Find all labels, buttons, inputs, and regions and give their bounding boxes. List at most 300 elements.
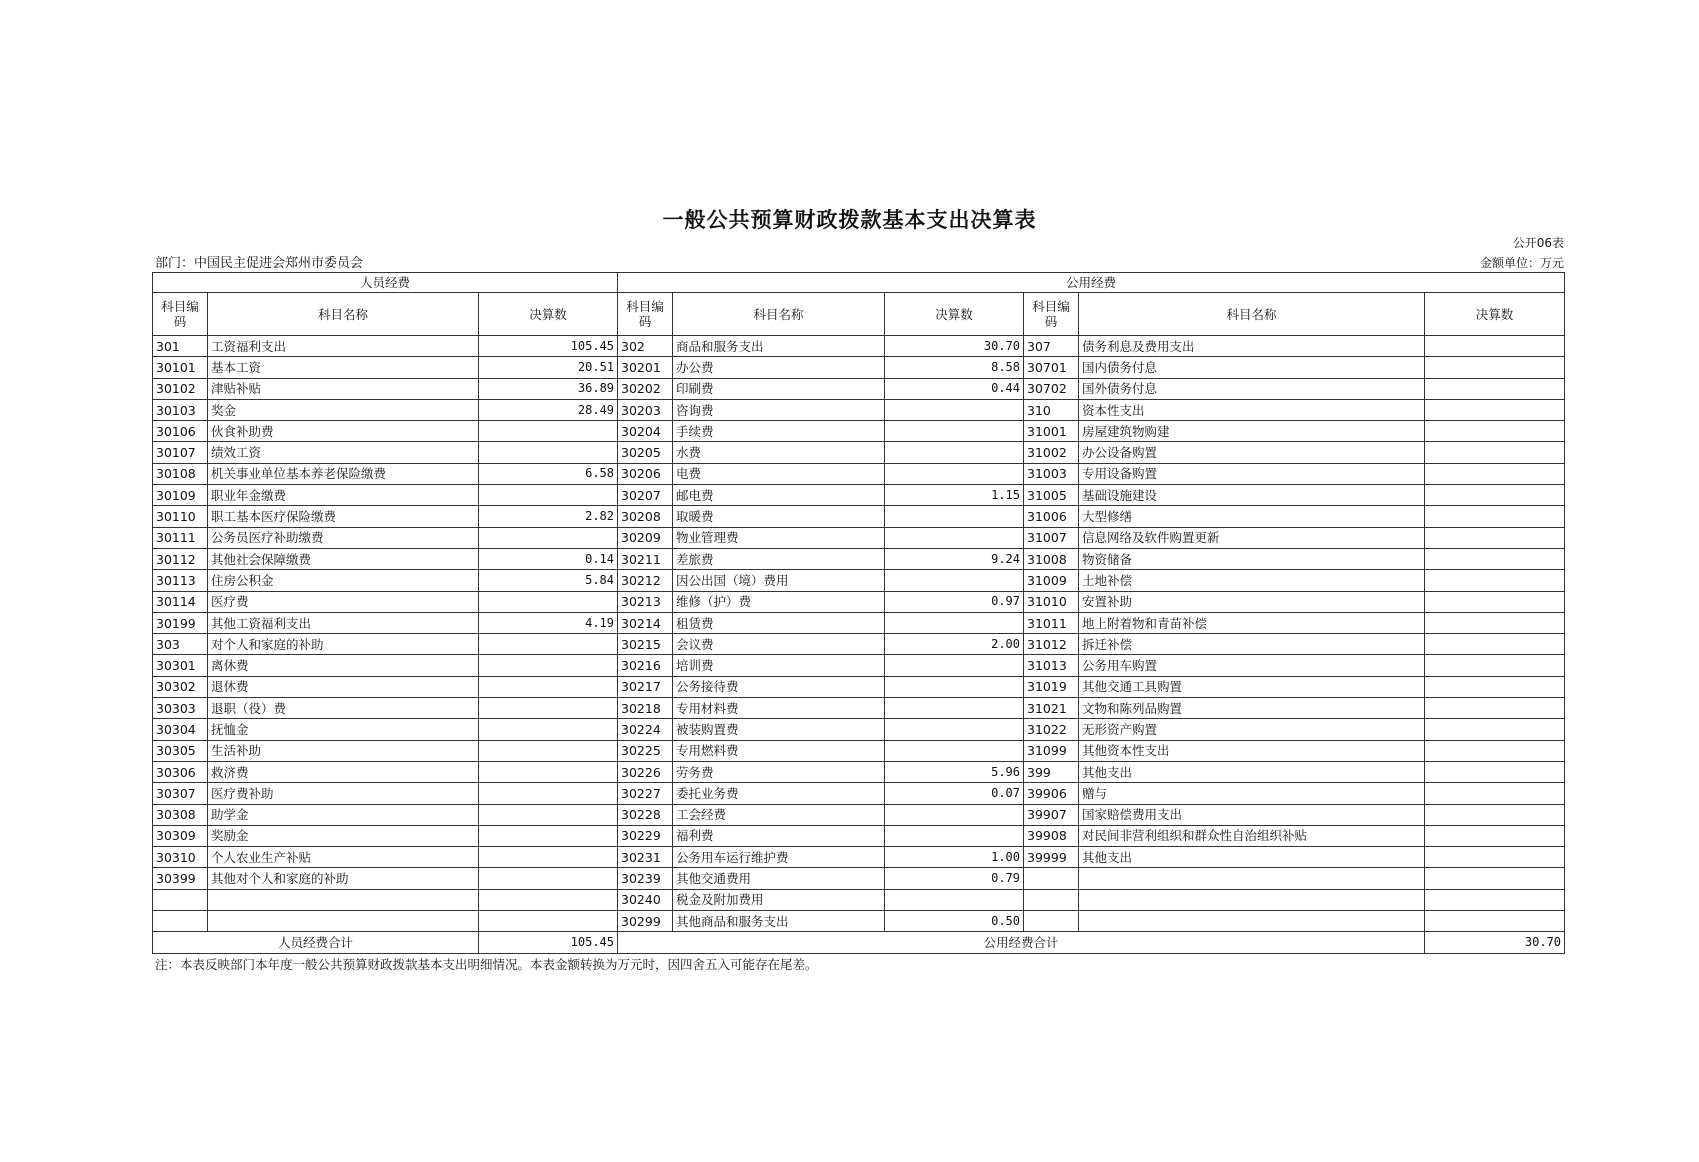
header-name: 科目名称 <box>208 293 479 336</box>
item-name: 差旅费 <box>673 548 885 569</box>
item-name: 公务接待费 <box>673 676 885 697</box>
table-row <box>153 378 1565 399</box>
item-code: 30111 <box>153 527 208 548</box>
item-code: 30310 <box>153 847 208 868</box>
item-amount: 4.19 <box>479 612 618 633</box>
item-name: 信息网络及软件购置更新 <box>1079 527 1425 548</box>
item-name: 抚恤金 <box>208 719 479 740</box>
item-amount <box>1425 591 1565 612</box>
item-amount: 5.96 <box>885 761 1024 782</box>
item-code <box>153 889 208 910</box>
item-code: 30217 <box>618 676 673 697</box>
item-amount: 9.24 <box>885 548 1024 569</box>
item-code: 30208 <box>618 506 673 527</box>
item-amount <box>1425 740 1565 761</box>
item-code: 30110 <box>153 506 208 527</box>
item-amount <box>1425 911 1565 932</box>
item-code: 30102 <box>153 378 208 399</box>
table-row <box>153 783 1565 804</box>
item-code: 30216 <box>618 655 673 676</box>
item-code: 30308 <box>153 804 208 825</box>
item-amount: 2.00 <box>885 634 1024 655</box>
item-name: 维修（护）费 <box>673 591 885 612</box>
item-amount: 1.15 <box>885 485 1024 506</box>
item-code: 39908 <box>1024 825 1079 846</box>
item-amount <box>1425 357 1565 378</box>
item-name: 委托业务费 <box>673 783 885 804</box>
item-amount <box>479 421 618 442</box>
item-name: 赠与 <box>1079 783 1425 804</box>
personnel-total-label: 人员经费合计 <box>153 932 479 953</box>
item-code: 30201 <box>618 357 673 378</box>
item-amount <box>1425 399 1565 420</box>
item-name: 安置补助 <box>1079 591 1425 612</box>
item-name: 其他对个人和家庭的补助 <box>208 868 479 889</box>
item-code: 30203 <box>618 399 673 420</box>
item-code: 30305 <box>153 740 208 761</box>
item-name: 电费 <box>673 463 885 484</box>
item-amount <box>1425 719 1565 740</box>
item-amount <box>479 527 618 548</box>
item-code <box>153 911 208 932</box>
item-code: 31099 <box>1024 740 1079 761</box>
item-code: 30108 <box>153 463 208 484</box>
item-amount <box>479 655 618 676</box>
item-amount <box>1425 634 1565 655</box>
item-name: 公务用车购置 <box>1079 655 1425 676</box>
item-name: 住房公积金 <box>208 570 479 591</box>
item-amount <box>479 698 618 719</box>
item-amount: 6.58 <box>479 463 618 484</box>
header-amount: 决算数 <box>1425 293 1565 336</box>
section-public: 公用经费 <box>618 273 1565 293</box>
item-code: 30303 <box>153 698 208 719</box>
item-code: 30225 <box>618 740 673 761</box>
form-number: 公开06表 <box>1512 236 1564 250</box>
public-total-value: 30.70 <box>1425 932 1565 953</box>
table-row <box>153 399 1565 420</box>
column-header-row <box>153 293 1565 336</box>
item-name: 医疗费 <box>208 591 479 612</box>
item-name: 因公出国（境）费用 <box>673 570 885 591</box>
header-code: 科目编码 <box>618 293 673 336</box>
item-amount <box>885 655 1024 676</box>
item-amount: 28.49 <box>479 399 618 420</box>
table-row <box>153 485 1565 506</box>
item-name: 其他社会保障缴费 <box>208 548 479 569</box>
table-row <box>153 527 1565 548</box>
table-row <box>153 421 1565 442</box>
item-name: 资本性支出 <box>1079 399 1425 420</box>
item-name: 印刷费 <box>673 378 885 399</box>
item-amount <box>479 676 618 697</box>
item-amount <box>885 889 1024 910</box>
amount-unit-label: 金额单位：万元 <box>1479 256 1564 270</box>
item-code: 30103 <box>153 399 208 420</box>
item-code: 30101 <box>153 357 208 378</box>
item-name: 国家赔偿费用支出 <box>1079 804 1425 825</box>
table-row <box>153 719 1565 740</box>
item-amount <box>885 442 1024 463</box>
item-name: 其他商品和服务支出 <box>673 911 885 932</box>
item-code: 30226 <box>618 761 673 782</box>
item-code: 31008 <box>1024 548 1079 569</box>
item-code: 39907 <box>1024 804 1079 825</box>
expenditure-table <box>152 272 1565 954</box>
section-header-row <box>153 273 1565 293</box>
item-amount: 0.07 <box>885 783 1024 804</box>
item-amount <box>1425 612 1565 633</box>
table-row <box>153 357 1565 378</box>
item-name: 债务利息及费用支出 <box>1079 336 1425 357</box>
item-name <box>208 889 479 910</box>
table-row <box>153 442 1565 463</box>
item-code: 303 <box>153 634 208 655</box>
table-row <box>153 463 1565 484</box>
item-amount <box>479 761 618 782</box>
item-name <box>208 911 479 932</box>
item-code: 30399 <box>153 868 208 889</box>
item-amount <box>1425 847 1565 868</box>
table-row <box>153 655 1565 676</box>
item-amount <box>885 676 1024 697</box>
item-code: 30202 <box>618 378 673 399</box>
item-name: 培训费 <box>673 655 885 676</box>
item-name: 物业管理费 <box>673 527 885 548</box>
item-name: 手续费 <box>673 421 885 442</box>
item-amount <box>1425 804 1565 825</box>
item-name: 水费 <box>673 442 885 463</box>
item-name: 退休费 <box>208 676 479 697</box>
item-amount <box>479 783 618 804</box>
item-name: 伙食补助费 <box>208 421 479 442</box>
item-code: 31012 <box>1024 634 1079 655</box>
item-name: 土地补偿 <box>1079 570 1425 591</box>
item-amount: 0.44 <box>885 378 1024 399</box>
item-code: 31003 <box>1024 463 1079 484</box>
item-code <box>1024 911 1079 932</box>
item-code: 30301 <box>153 655 208 676</box>
item-amount <box>1425 783 1565 804</box>
item-name: 其他支出 <box>1079 761 1425 782</box>
item-name: 其他交通工具购置 <box>1079 676 1425 697</box>
item-code: 30106 <box>153 421 208 442</box>
item-name: 商品和服务支出 <box>673 336 885 357</box>
item-code: 30240 <box>618 889 673 910</box>
item-amount: 8.58 <box>885 357 1024 378</box>
item-amount: 0.97 <box>885 591 1024 612</box>
header-code: 科目编码 <box>1024 293 1079 336</box>
item-amount <box>479 847 618 868</box>
personnel-total-value: 105.45 <box>479 932 618 953</box>
item-amount: 1.00 <box>885 847 1024 868</box>
item-code: 30211 <box>618 548 673 569</box>
item-name: 物资储备 <box>1079 548 1425 569</box>
item-amount <box>1425 527 1565 548</box>
item-amount <box>479 868 618 889</box>
item-name: 被装购置费 <box>673 719 885 740</box>
item-name: 专用燃料费 <box>673 740 885 761</box>
header-name: 科目名称 <box>673 293 885 336</box>
item-amount <box>1425 868 1565 889</box>
item-name: 国外债务付息 <box>1079 378 1425 399</box>
item-amount <box>1425 889 1565 910</box>
item-amount <box>1425 548 1565 569</box>
item-name: 奖金 <box>208 399 479 420</box>
item-name: 专用设备购置 <box>1079 463 1425 484</box>
item-amount <box>1425 825 1565 846</box>
item-amount <box>1425 421 1565 442</box>
item-code: 30112 <box>153 548 208 569</box>
item-name: 基础设施建设 <box>1079 485 1425 506</box>
item-amount <box>1425 570 1565 591</box>
item-code: 30218 <box>618 698 673 719</box>
item-name: 无形资产购置 <box>1079 719 1425 740</box>
item-name: 奖励金 <box>208 825 479 846</box>
item-name: 生活补助 <box>208 740 479 761</box>
table-row <box>153 676 1565 697</box>
item-name: 助学金 <box>208 804 479 825</box>
item-name: 其他工资福利支出 <box>208 612 479 633</box>
item-amount <box>479 634 618 655</box>
item-amount: 105.45 <box>479 336 618 357</box>
item-code: 30206 <box>618 463 673 484</box>
item-code: 31007 <box>1024 527 1079 548</box>
item-amount <box>1425 506 1565 527</box>
item-name: 其他交通费用 <box>673 868 885 889</box>
item-name: 税金及附加费用 <box>673 889 885 910</box>
item-code: 31022 <box>1024 719 1079 740</box>
table-row <box>153 506 1565 527</box>
item-name: 机关事业单位基本养老保险缴费 <box>208 463 479 484</box>
header-name: 科目名称 <box>1079 293 1425 336</box>
item-code: 30204 <box>618 421 673 442</box>
item-code: 30224 <box>618 719 673 740</box>
item-name: 福利费 <box>673 825 885 846</box>
item-amount <box>885 804 1024 825</box>
item-name: 职工基本医疗保险缴费 <box>208 506 479 527</box>
item-code: 30109 <box>153 485 208 506</box>
item-amount <box>885 527 1024 548</box>
item-amount <box>885 719 1024 740</box>
item-code: 30299 <box>618 911 673 932</box>
item-name: 专用材料费 <box>673 698 885 719</box>
item-amount <box>1425 442 1565 463</box>
item-amount <box>885 506 1024 527</box>
item-amount <box>479 825 618 846</box>
item-code: 39906 <box>1024 783 1079 804</box>
table-row <box>153 761 1565 782</box>
item-name: 离休费 <box>208 655 479 676</box>
item-name <box>1079 911 1425 932</box>
item-amount: 2.82 <box>479 506 618 527</box>
item-amount <box>1425 655 1565 676</box>
item-code: 30702 <box>1024 378 1079 399</box>
item-code: 399 <box>1024 761 1079 782</box>
item-amount <box>479 911 618 932</box>
item-name: 取暖费 <box>673 506 885 527</box>
item-code: 31011 <box>1024 612 1079 633</box>
header-code: 科目编码 <box>153 293 208 336</box>
item-amount <box>479 442 618 463</box>
item-amount <box>1425 485 1565 506</box>
item-name: 劳务费 <box>673 761 885 782</box>
item-code: 31009 <box>1024 570 1079 591</box>
item-name: 工会经费 <box>673 804 885 825</box>
table-row <box>153 804 1565 825</box>
item-code: 30229 <box>618 825 673 846</box>
table-row <box>153 868 1565 889</box>
item-name: 拆迁补偿 <box>1079 634 1425 655</box>
table-row <box>153 570 1565 591</box>
item-amount <box>885 463 1024 484</box>
item-amount <box>1425 676 1565 697</box>
footnote: 注：本表反映部门本年度一般公共预算财政拨款基本支出明细情况。本表金额转换为万元时，因四舍五入可能存在尾差。 <box>155 957 818 972</box>
item-code: 310 <box>1024 399 1079 420</box>
item-code: 30209 <box>618 527 673 548</box>
item-amount: 0.79 <box>885 868 1024 889</box>
item-amount: 20.51 <box>479 357 618 378</box>
section-personnel: 人员经费 <box>153 273 618 293</box>
item-amount <box>479 804 618 825</box>
item-amount <box>1425 463 1565 484</box>
item-code: 31019 <box>1024 676 1079 697</box>
table-row <box>153 591 1565 612</box>
item-name: 地上附着物和青苗补偿 <box>1079 612 1425 633</box>
item-amount <box>479 719 618 740</box>
item-name: 绩效工资 <box>208 442 479 463</box>
item-code: 30107 <box>153 442 208 463</box>
item-code: 30199 <box>153 612 208 633</box>
table-row <box>153 698 1565 719</box>
item-amount <box>479 740 618 761</box>
item-code: 30212 <box>618 570 673 591</box>
item-code <box>1024 889 1079 910</box>
item-name: 房屋建筑物购建 <box>1079 421 1425 442</box>
item-name <box>1079 889 1425 910</box>
item-code: 31010 <box>1024 591 1079 612</box>
table-row <box>153 548 1565 569</box>
item-amount: 36.89 <box>479 378 618 399</box>
item-code: 30213 <box>618 591 673 612</box>
item-amount <box>885 698 1024 719</box>
item-name: 邮电费 <box>673 485 885 506</box>
item-amount <box>1425 761 1565 782</box>
item-name: 会议费 <box>673 634 885 655</box>
item-code: 30306 <box>153 761 208 782</box>
item-code: 30304 <box>153 719 208 740</box>
item-code: 30114 <box>153 591 208 612</box>
page-title: 一般公共预算财政拨款基本支出决算表 <box>662 208 1037 232</box>
item-name: 医疗费补助 <box>208 783 479 804</box>
item-amount: 0.14 <box>479 548 618 569</box>
table-row <box>153 612 1565 633</box>
item-code: 30205 <box>618 442 673 463</box>
item-name: 公务员医疗补助缴费 <box>208 527 479 548</box>
item-code: 30302 <box>153 676 208 697</box>
table-row <box>153 911 1565 932</box>
item-amount <box>479 485 618 506</box>
item-code: 30228 <box>618 804 673 825</box>
item-code: 30214 <box>618 612 673 633</box>
item-name: 退职（役）费 <box>208 698 479 719</box>
item-code: 30309 <box>153 825 208 846</box>
item-name: 其他支出 <box>1079 847 1425 868</box>
table-row <box>153 847 1565 868</box>
table-row <box>153 825 1565 846</box>
header-amount: 决算数 <box>885 293 1024 336</box>
item-name: 咨询费 <box>673 399 885 420</box>
item-name: 基本工资 <box>208 357 479 378</box>
item-code: 31013 <box>1024 655 1079 676</box>
item-code: 39999 <box>1024 847 1079 868</box>
table-row <box>153 889 1565 910</box>
item-code: 31006 <box>1024 506 1079 527</box>
item-amount: 30.70 <box>885 336 1024 357</box>
item-code: 301 <box>153 336 208 357</box>
item-code: 31001 <box>1024 421 1079 442</box>
item-name <box>1079 868 1425 889</box>
item-name: 大型修缮 <box>1079 506 1425 527</box>
header-amount: 决算数 <box>479 293 618 336</box>
item-code: 30113 <box>153 570 208 591</box>
item-name: 职业年金缴费 <box>208 485 479 506</box>
table-row <box>153 336 1565 357</box>
item-name: 其他资本性支出 <box>1079 740 1425 761</box>
public-total-label: 公用经费合计 <box>618 932 1425 953</box>
item-code: 31021 <box>1024 698 1079 719</box>
item-amount <box>1425 698 1565 719</box>
item-amount <box>479 591 618 612</box>
totals-row <box>153 932 1565 953</box>
item-name: 对民间非营利组织和群众性自治组织补贴 <box>1079 825 1425 846</box>
item-amount: 5.84 <box>479 570 618 591</box>
item-name: 对个人和家庭的补助 <box>208 634 479 655</box>
item-code: 30307 <box>153 783 208 804</box>
item-code: 30227 <box>618 783 673 804</box>
table-row <box>153 634 1565 655</box>
item-amount <box>885 570 1024 591</box>
item-amount: 0.50 <box>885 911 1024 932</box>
item-name: 工资福利支出 <box>208 336 479 357</box>
item-amount <box>885 740 1024 761</box>
item-amount <box>885 421 1024 442</box>
department-label: 部门：中国民主促进会郑州市委员会 <box>155 256 364 271</box>
item-name: 公务用车运行维护费 <box>673 847 885 868</box>
item-code: 30215 <box>618 634 673 655</box>
item-code: 30239 <box>618 868 673 889</box>
item-code <box>1024 868 1079 889</box>
item-code: 30701 <box>1024 357 1079 378</box>
item-amount <box>1425 336 1565 357</box>
item-amount <box>885 825 1024 846</box>
item-name: 办公设备购置 <box>1079 442 1425 463</box>
item-name: 租赁费 <box>673 612 885 633</box>
item-code: 30207 <box>618 485 673 506</box>
item-name: 文物和陈列品购置 <box>1079 698 1425 719</box>
item-amount <box>885 399 1024 420</box>
table-row <box>153 740 1565 761</box>
item-amount <box>479 889 618 910</box>
item-code: 31005 <box>1024 485 1079 506</box>
item-code: 31002 <box>1024 442 1079 463</box>
item-code: 302 <box>618 336 673 357</box>
item-amount <box>1425 378 1565 399</box>
item-name: 救济费 <box>208 761 479 782</box>
item-code: 307 <box>1024 336 1079 357</box>
item-name: 办公费 <box>673 357 885 378</box>
item-code: 30231 <box>618 847 673 868</box>
